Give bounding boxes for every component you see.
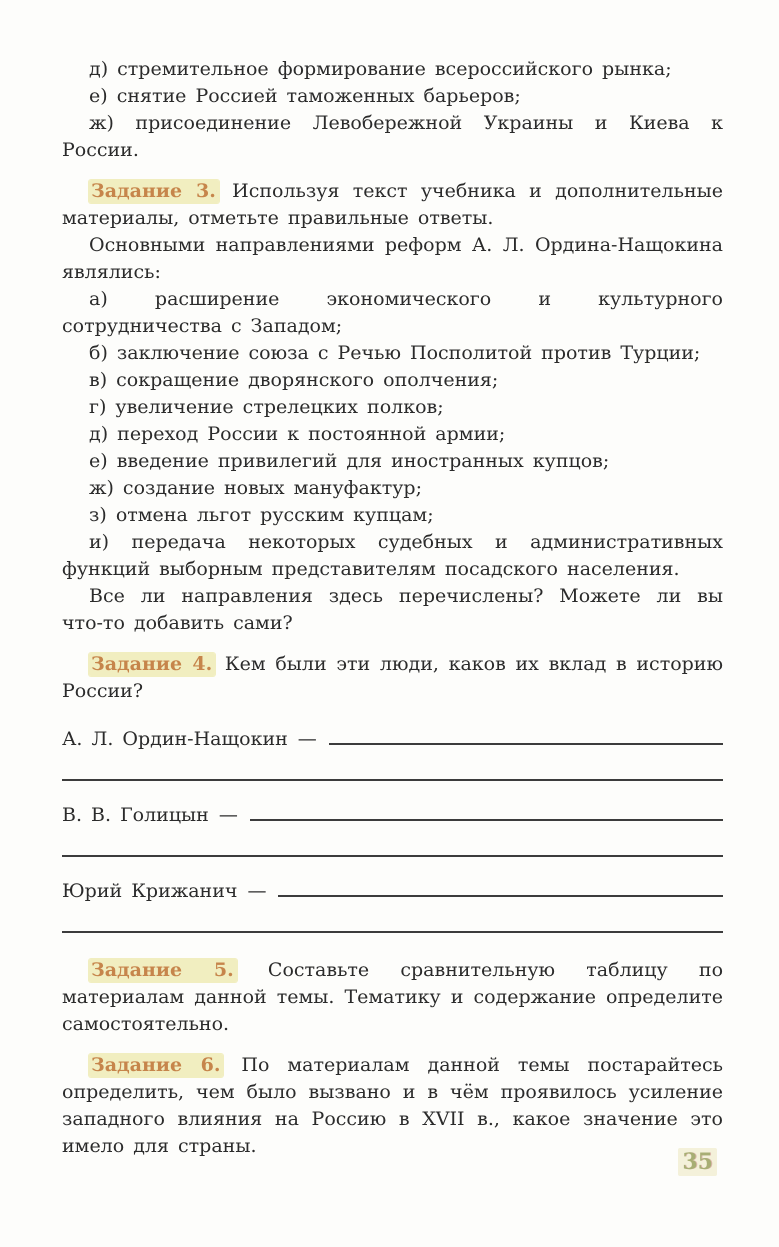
page-content (62, 56, 723, 1160)
task-3-paragraph (62, 178, 723, 232)
person-name: Юрий Крижанич (62, 880, 238, 902)
task-4-answers (62, 721, 723, 933)
task-3-option-d: д) переход России к постоянной армии; (89, 423, 506, 445)
person-name: А. Л. Ордин-Нащокин (62, 728, 288, 750)
task-4-text: Кем были эти люди, каков их вклад в историю России? (62, 653, 724, 702)
answer-rule (62, 931, 723, 933)
answer-rule (62, 779, 723, 781)
task-6-text: По материалам данной темы постарайтесь определить, чем было вызвано и в чём проявилось усиление западного влияния на Россию в XVII в., какое значение это имело для страны. (62, 1054, 723, 1157)
fill-row (62, 721, 723, 749)
task-5-label: Задание 5. (89, 959, 237, 982)
dash-separator: — (218, 804, 238, 826)
person-name: В. В. Голицын (62, 804, 209, 826)
intro-item-e: е) снятие Россией таможенных барьеров; (89, 85, 521, 107)
answer-blank (250, 797, 723, 821)
task-4-paragraph (62, 651, 723, 705)
task-4-label: Задание 4. (89, 653, 215, 676)
task-3-option-i: и) передача некоторых судебных и административных функций выборным представителям посадского населения. (62, 531, 723, 580)
task-5-paragraph (62, 957, 723, 1038)
task-3-option-z: з) отмена льгот русским купцам; (89, 504, 434, 526)
task-6-label: Задание 6. (89, 1054, 223, 1077)
answer-rule (62, 855, 723, 857)
intro-item-zh: ж) присоединение Левобережной Украины и Киева к России. (62, 112, 723, 161)
intro-item-d: д) стремительное формирование всероссийского рынка; (89, 58, 672, 80)
task-3-option-e: е) введение привилегий для иностранных купцов; (89, 450, 610, 472)
task-3-lead: Основными направлениями реформ А. Л. Ордина-Нащокина являлись: (62, 234, 723, 283)
task-5-text: Составьте сравнительную таблицу по материалам данной темы. Тематику и содержание определите самостоятельно. (62, 959, 724, 1035)
fill-group-ordin-nashchokin (62, 721, 723, 781)
dash-separator: — (247, 880, 267, 902)
answer-blank (329, 721, 723, 745)
task-6-paragraph (62, 1052, 723, 1160)
task-3-option-b: б) заключение союза с Речью Посполитой против Турции; (89, 342, 701, 364)
task-3-option-zh: ж) создание новых мануфактур; (89, 477, 422, 499)
dash-separator: — (297, 728, 317, 750)
task-3-text: Используя текст учебника и дополнительные материалы, отметьте правильные ответы. (62, 180, 723, 229)
fill-row (62, 873, 723, 901)
task-3-question: Все ли направления здесь перечислены? Можете ли вы что-то добавить сами? (62, 585, 723, 634)
answer-blank (278, 873, 723, 897)
task-3-option-v: в) сокращение дворянского ополчения; (89, 369, 499, 391)
fill-group-golitsyn (62, 797, 723, 857)
task-3-label: Задание 3. (89, 180, 219, 203)
fill-row (62, 797, 723, 825)
fill-group-krizhanich (62, 873, 723, 933)
task-3-option-g: г) увеличение стрелецких полков; (89, 396, 444, 418)
page-number: 35 (678, 1148, 717, 1176)
task-3-option-a: а) расширение экономического и культурного сотрудничества с Западом; (62, 288, 723, 337)
